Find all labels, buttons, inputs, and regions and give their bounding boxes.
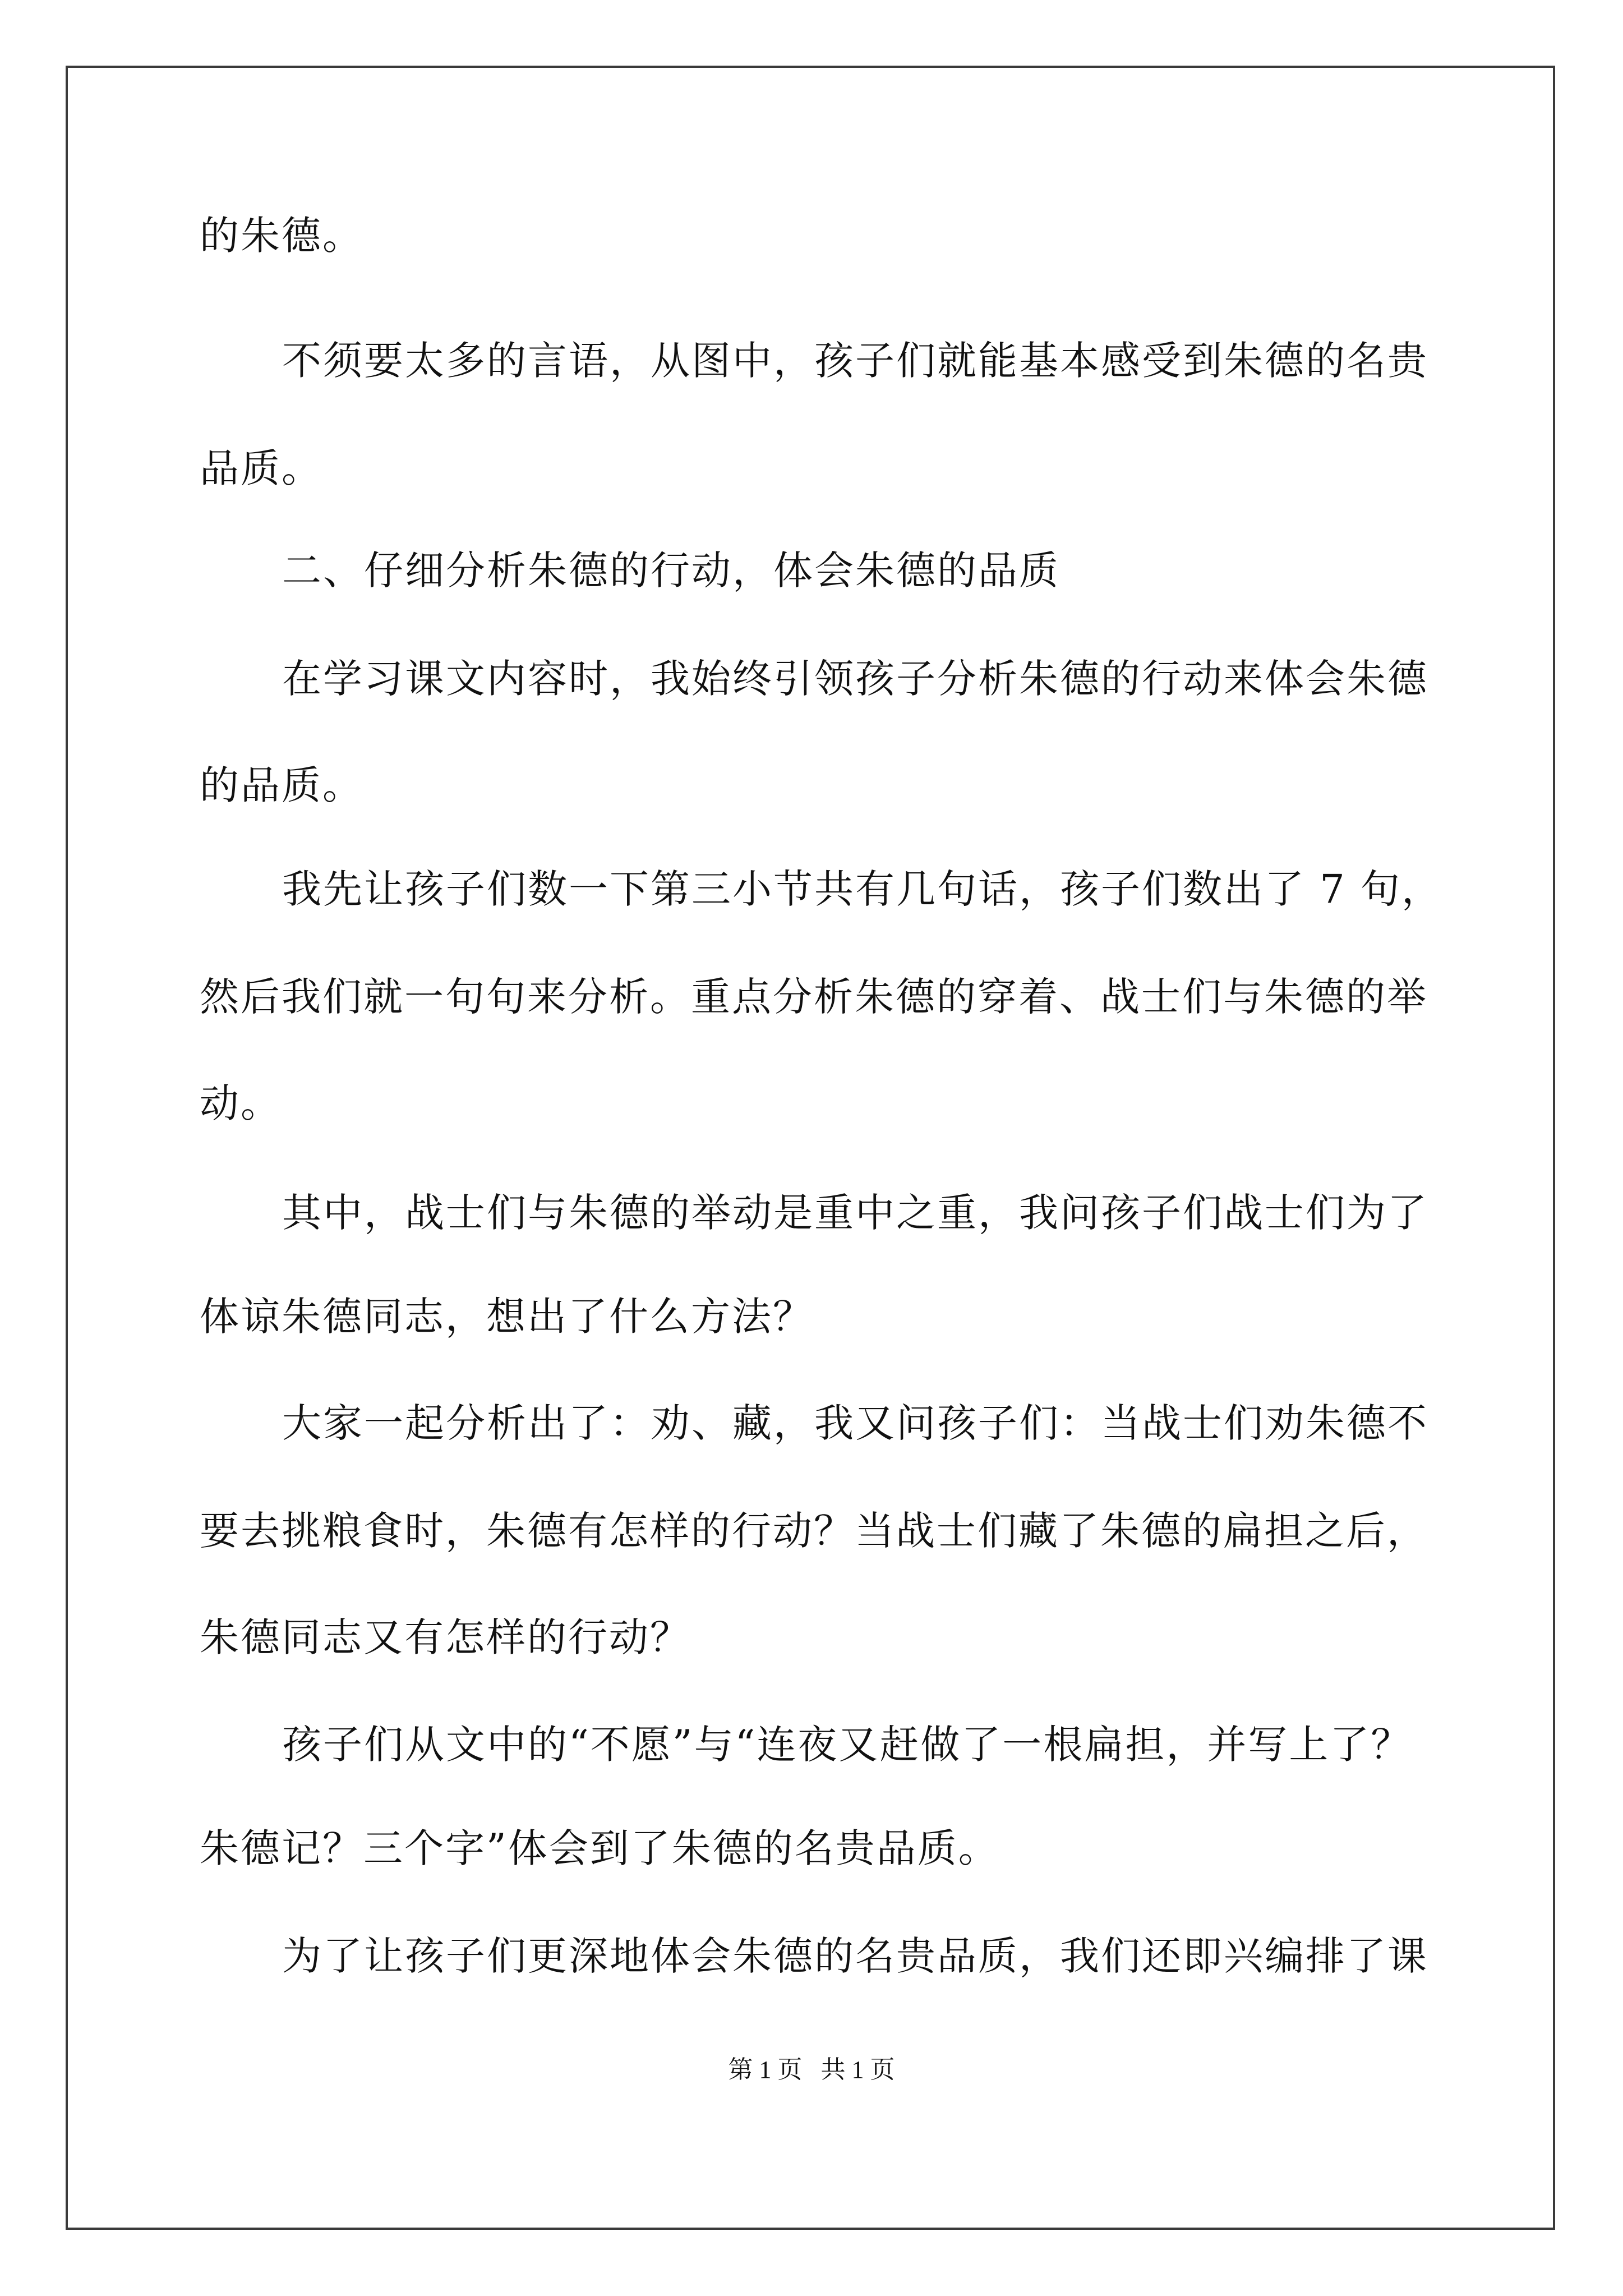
text-line: 不须要太多的言语，从图中，孩子们就能基本感受到朱德的名贵 [282, 338, 1428, 384]
text-line: 在学习课文内容时，我始终引领孩子分析朱德的行动来体会朱德 [282, 656, 1428, 702]
text-line: 为了让孩子们更深地体会朱德的名贵品质，我们还即兴编排了课 [282, 1933, 1428, 1979]
text-line: 孩子们从文中的“不愿”与“连夜又赶做了一根扁担，并写上了？ [282, 1722, 1412, 1768]
text-line: 体谅朱德同志，想出了什么方法？ [200, 1294, 814, 1340]
page-footer: 第 1 页 共 1 页 [728, 2056, 895, 2083]
text-line: 然后我们就一句句来分析。重点分析朱德的穿着、战士们与朱德的举 [200, 974, 1428, 1020]
text-line: 的品质。 [200, 762, 363, 808]
text-line: 动。 [200, 1080, 282, 1126]
text-line: 大家一起分析出了：劝、藏，我又问孩子们：当战士们劝朱德不 [282, 1400, 1428, 1446]
page-border [66, 66, 1555, 2230]
text-line: 朱德同志又有怎样的行动？ [200, 1614, 691, 1660]
text-line: 我先让孩子们数一下第三小节共有几句话，孩子们数出了 7 句， [282, 866, 1443, 912]
text-line: 朱德记？三个字”体会到了朱德的名贵品质。 [200, 1825, 999, 1871]
section-heading: 二、仔细分析朱德的行动，体会朱德的品质 [282, 547, 1060, 593]
text-line: 要去挑粮食时，朱德有怎样的行动？当战士们藏了朱德的扁担之后， [200, 1508, 1428, 1554]
text-line: 的朱德。 [200, 213, 363, 259]
text-line: 品质。 [200, 445, 322, 491]
text-line: 其中，战士们与朱德的举动是重中之重，我问孩子们战士们为了 [282, 1190, 1428, 1236]
